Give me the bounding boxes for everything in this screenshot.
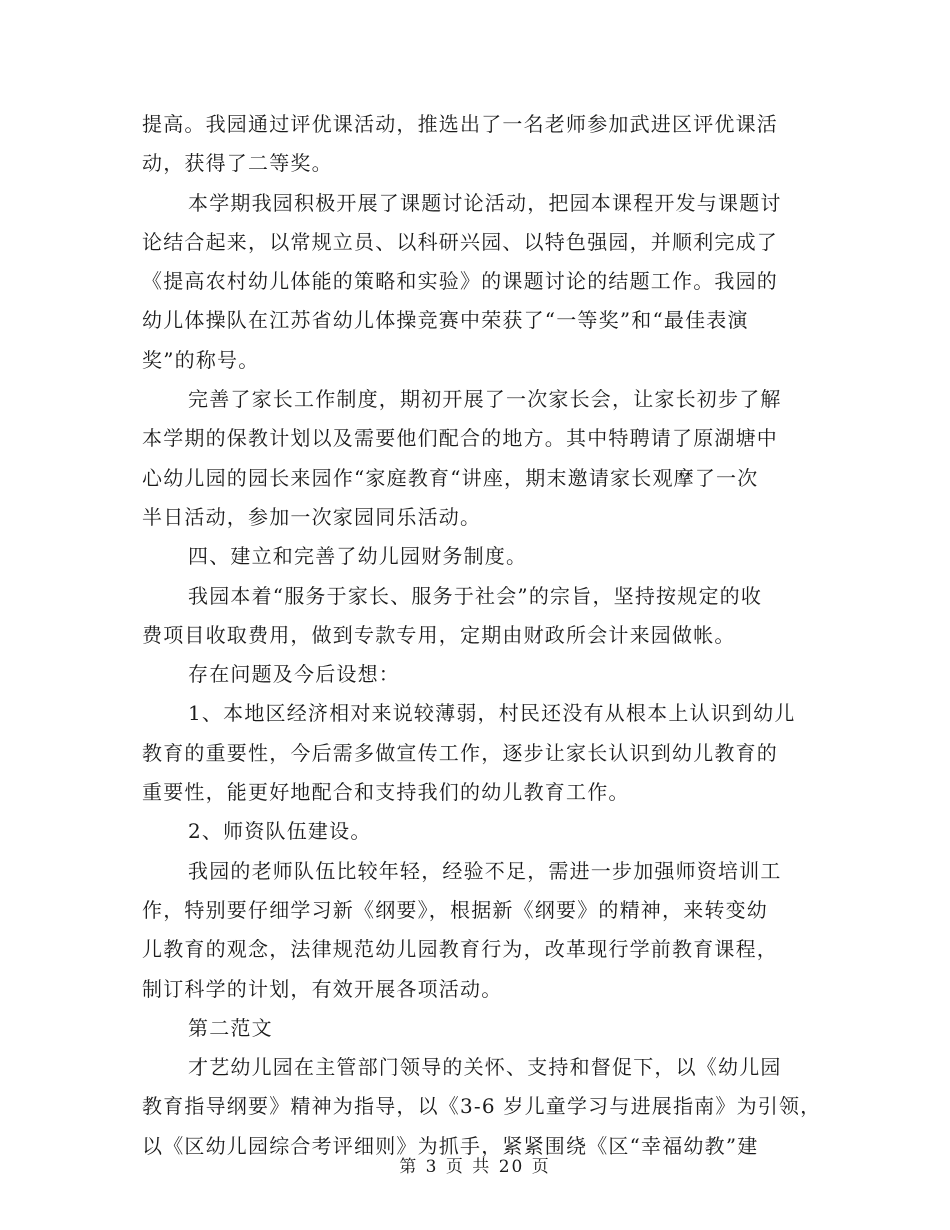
document-body [142, 105, 822, 1166]
text-line: 论结合起来，以常规立员、以科研兴园、以特色强园，并顺利完成了 [142, 229, 778, 254]
text-line: 第二范文 [188, 1015, 273, 1040]
text-line: 本学期的保教计划以及需要他们配合的地方。其中特聘请了原湖塘中 [142, 426, 778, 451]
text-line: 重要性，能更好地配合和支持我们的幼儿教育工作。 [142, 780, 630, 805]
text-line: 完善了家长工作制度，期初开展了一次家长会，让家长初步了解 [188, 387, 782, 412]
text-line: 动，获得了二等奖。 [142, 151, 333, 176]
text-line: 费项目收取费用，做到专款专用，定期由财政所会计来园做帐。 [142, 622, 736, 647]
text-line: 教育指导纲要》精神为指导，以《3-6 岁儿童学习与进展指南》为引领， [142, 1094, 822, 1119]
text-line: 才艺幼儿园在主管部门领导的关怀、支持和督促下，以《幼儿园 [188, 1055, 782, 1080]
text-line: 教育的重要性，今后需多做宣传工作，逐步让家长认识到幼儿教育的 [142, 740, 778, 765]
text-line: 本学期我园积极开展了课题讨论活动，把园本课程开发与课题讨 [188, 190, 782, 215]
text-line: 我园本着“服务于家长、服务于社会”的宗旨，坚持按规定的收 [188, 583, 763, 608]
text-line: 以《区幼儿园综合考评细则》为抓手，紧紧围绕《区“幸福幼教”建 [142, 1133, 759, 1158]
text-line: 存在问题及今后设想： [188, 662, 400, 687]
text-line: 1、本地区经济相对来说较薄弱，村民还没有从根本上认识到幼儿 [188, 701, 796, 726]
text-line: 我园的老师队伍比较年轻，经验不足，需进一步加强师资培训工 [188, 858, 782, 883]
text-line: 幼儿体操队在江苏省幼儿体操竞赛中荣获了“一等奖”和“最佳表演 [142, 308, 749, 333]
text-line: 半日活动，参加一次家园同乐活动。 [142, 504, 482, 529]
text-line: 儿教育的观念，法律规范幼儿园教育行为，改革现行学前教育课程， [142, 937, 778, 962]
text-line: 2、师资队伍建设。 [188, 819, 372, 844]
text-line: 提高。我园通过评优课活动，推选出了一名老师参加武进区评优课活 [142, 112, 778, 136]
text-line: 四、建立和完善了幼儿园财务制度。 [188, 544, 528, 569]
text-line: 《提高农村幼儿体能的策略和实验》的课题讨论的结题工作。我园的 [142, 269, 778, 294]
text-line: 制订科学的计划，有效开展各项活动。 [142, 976, 503, 1001]
text-line: 作，特别要仔细学习新《纲要》，根据新《纲要》的精神，来转变幼 [142, 897, 768, 922]
page-footer: 第 3 页 共 20 页 [399, 1157, 551, 1177]
text-line: 心幼儿园的园长来园作“家庭教育“讲座，期末邀请家长观摩了一次 [142, 465, 759, 490]
text-line: 奖”的称号。 [142, 347, 260, 372]
